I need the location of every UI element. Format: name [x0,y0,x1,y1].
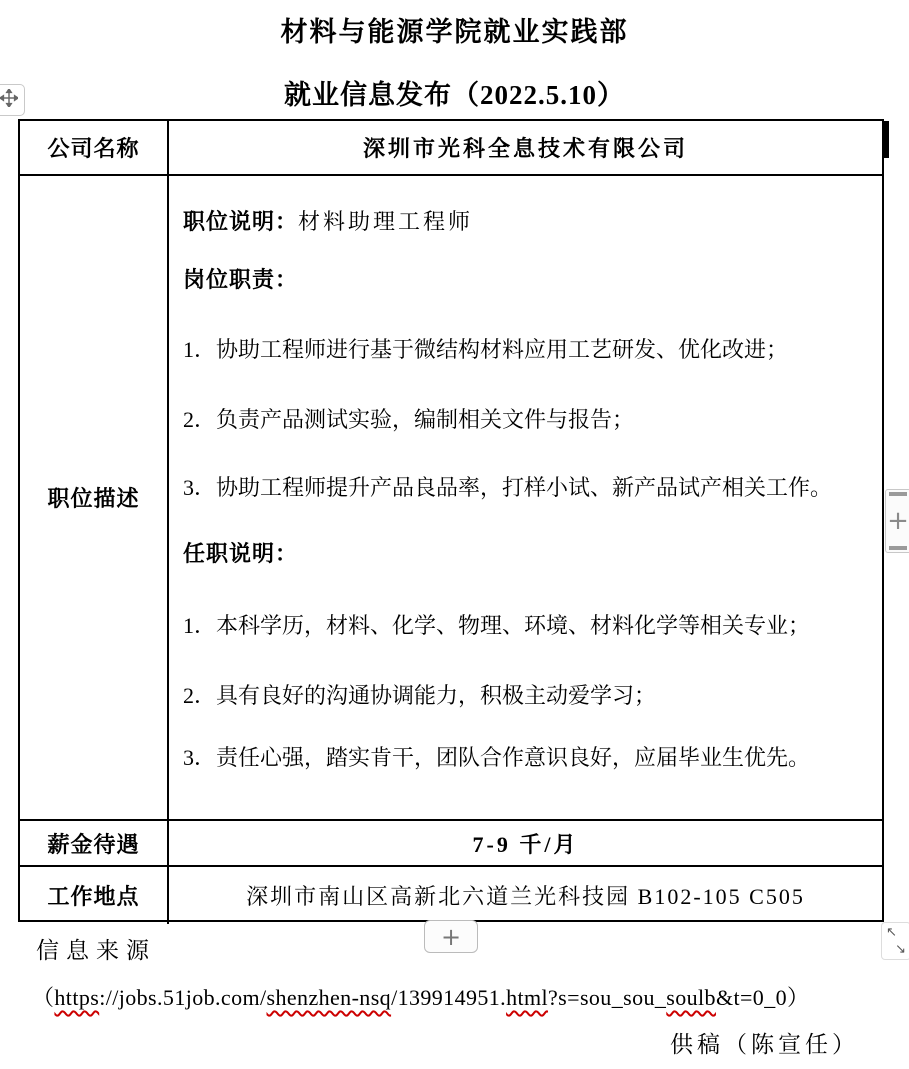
salary-value: 7-9 千/月 [167,819,882,865]
position-line [183,206,876,238]
resize-se-arrow-icon: ↘ [895,942,906,957]
page-subtitle: 就业信息发布（2022.5.10） [284,80,625,110]
location-label: 工作地点 [20,865,167,924]
info-source-url[interactable]: （https://jobs.51job.com/shenzhen-nsq/139914951.html?s=sou_sou_soulb&t=0_0） [32,985,810,1010]
job-description-cell [167,174,882,819]
requirement-item-3: 3．责任心强，踏实肯干，团队合作意识良好，应届毕业生优先。 [183,745,811,770]
duty-item-3: 3．协助工程师提升产品良品率，打样小试、新产品试产相关工作。 [183,475,833,500]
resize-nw-arrow-icon: ↖ [886,925,897,940]
insert-row-button[interactable] [424,920,478,953]
duty-item-2: 2．负责产品测试实验，编制相关文件与报告； [183,407,635,432]
requirements-heading: 任职说明： [183,541,299,566]
position-label: 职位说明： [183,209,299,234]
job-description-label: 职位描述 [20,174,167,819]
company-name-label: 公司名称 [47,136,140,161]
company-name-value: 深圳市光科全息技术有限公司 [167,121,882,174]
text-cursor [884,121,889,158]
info-source-label: 信息来源 [36,938,156,963]
requirement-item-2: 2．具有良好的沟通协调能力，积极主动爱学习； [183,683,657,708]
requirement-item-1: 1．本科学历，材料、化学、物理、环境、材料化学等相关专业； [183,613,811,638]
duty-item-1: 1．协助工程师进行基于微结构材料应用工艺研发、优化改进； [183,337,789,362]
move-icon [0,89,18,112]
job-info-table [18,119,884,922]
salary-label: 薪金待遇 [20,819,167,865]
duties-heading: 岗位职责： [183,267,299,292]
table-resize-handle[interactable] [881,922,909,960]
insert-column-button[interactable] [885,489,909,553]
plus-icon: + [440,922,462,951]
location-value: 深圳市南山区高新北六道兰光科技园 B102-105 C505 [167,865,882,924]
page-title: 材料与能源学院就业实践部 [280,17,629,47]
position-value: 材料助理工程师 [298,209,474,234]
table-move-handle[interactable] [0,84,25,116]
plus-icon: + [887,506,909,536]
credit-line: 供稿（陈宣任） [670,1032,859,1057]
